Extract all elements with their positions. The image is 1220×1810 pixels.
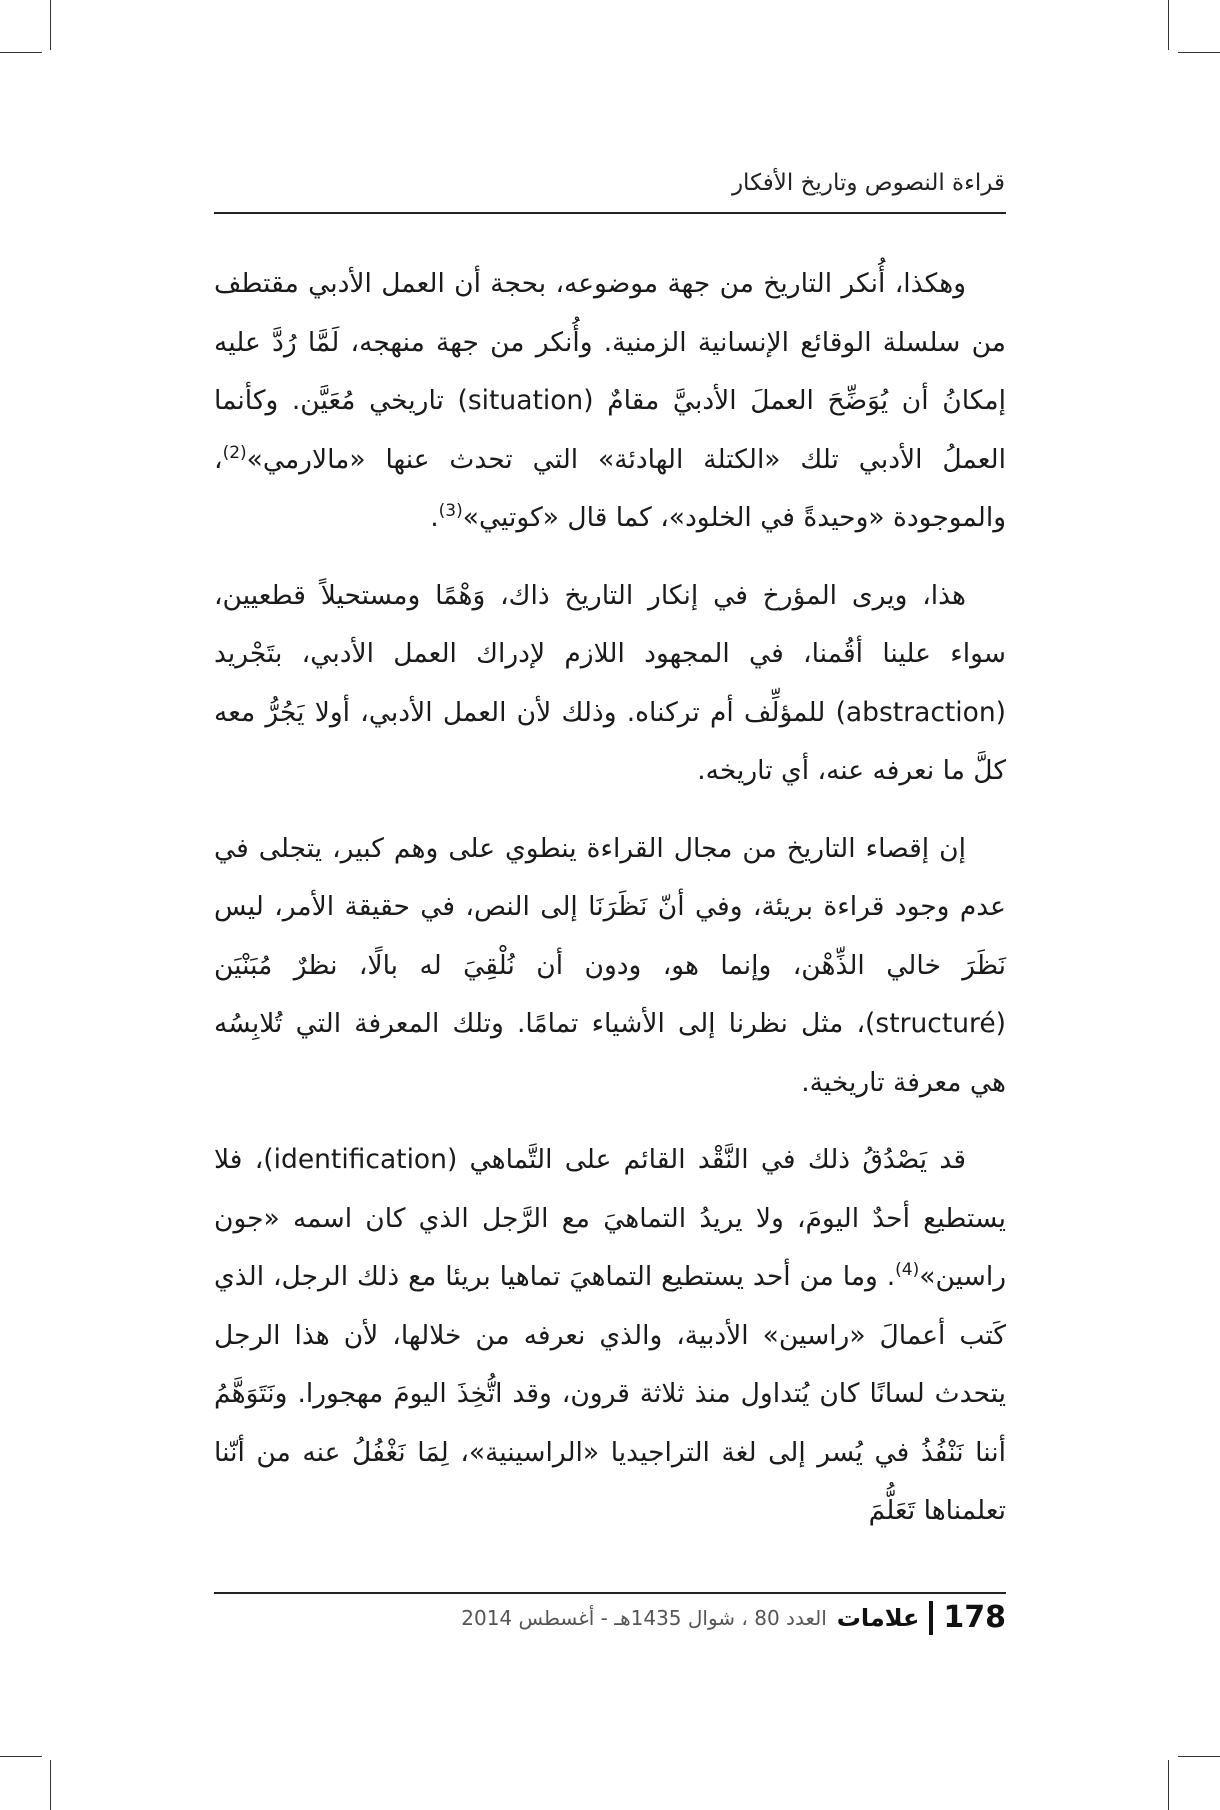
crop-mark-top-left-h	[0, 52, 42, 53]
footnote-ref-3: (3)	[438, 501, 463, 522]
paragraph-1-end: .	[430, 502, 439, 533]
crop-mark-bottom-right	[1168, 1760, 1169, 1810]
paragraph-1-mid: ، والموجودة «وحيدةً في الخلود»، كما قال «كوتيي»	[214, 443, 1006, 533]
crop-mark-bottom-left	[50, 1760, 51, 1810]
page-footer	[461, 1600, 1006, 1635]
paragraph-4-end: . وما من أحد يستطيع التماهيَ تماهيا بريئا مع ذلك الرجل، الذي كَتب أعمالَ «راسين» الأدبية، والذي نعرفه من خلالها، لأن هذا الرجل يتحدث لسانًا كان يُتداول منذ ثلاثة قرون، وقد اتُّخِذَ اليومَ مهجورا. ونَتَوَهَّمُ أننا نَنْفُذُ في يُسر إلى لغة التراجيديا «الراسينية»، لِمَا نَغْفُلُ عنه من أنّنا تعلمناها تَعَلُّمَ	[214, 1261, 1006, 1526]
paragraph-1-text: وهكذا، أُنكر التاريخ من جهة موضوعه، بحجة أن العمل الأدبي مقتطف من سلسلة الوقائع الإنسانية الزمنية. وأُنكر من جهة منهجه، لَمَّا رُدَّ عليه إمكانُ أن يُوَضِّحَ العملَ الأدبيَّ مقامٌ (situation) تاريخي مُعَيَّن. وكأنما العملُ الأدبي تلك «الكتلة الهادئة» التي تحدث عنها «مالارمي»	[214, 268, 1006, 475]
footnote-ref-4: (4)	[895, 1260, 920, 1281]
footer-divider	[214, 1592, 1006, 1594]
paragraph-3: إن إقصاء التاريخ من مجال القراءة ينطوي على وهم كبير، يتجلى في عدم وجود قراءة بريئة، وفي أنّ نَظَرَنَا إلى النص، في حقيقة الأمر، ليس نَظَرَ خالي الذِّهْن، وإنما هو، ودون أن نُلْقِيَ له بالًا، نظرٌ مُبَنْيَن (structuré)، مثل نظرنا إلى الأشياء تمامًا. وتلك المعرفة التي تُلابِسُه هي معرفة تاريخية.	[214, 832, 1006, 1098]
issue-info: العدد 80 ، شوال 1435هـ - أغسطس 2014	[461, 1605, 827, 1630]
paragraph-4-text: قد يَصْدُقُ ذلك في النَّقْد القائم على التَّماهي (identification)، فلا يستطيع أحدٌ اليومَ، ولا يريدُ التماهيَ مع الرَّجل الذي كان اسمه «جون راسين»	[214, 1144, 1006, 1292]
paragraph-4	[214, 1131, 1006, 1541]
header-divider	[214, 212, 1006, 214]
article-body	[214, 255, 1006, 1541]
paragraph-2: هذا، ويرى المؤرخ في إنكار التاريخ ذاك، وَهْمًا ومستحيلاً قطعيين، سواء علينا أقُمنا، في المجهود اللازم لإدراك العمل الأدبي، بتَجْريد (abstraction) للمؤلِّف أم تركناه. وذلك لأن العمل الأدبي، أولا يَجُرُّ معه كلَّ ما نعرفه عنه، أي تاريخه.	[214, 579, 1006, 786]
crop-mark-top-left	[50, 0, 51, 50]
footer-separator-bar	[929, 1601, 933, 1635]
paragraph-1	[214, 255, 1006, 548]
running-header: قراءة النصوص وتاريخ الأفكار	[731, 170, 1005, 196]
footnote-ref-2: (2)	[222, 442, 247, 463]
crop-mark-top-right-h	[1178, 52, 1220, 53]
page-number: 178	[943, 1600, 1006, 1635]
journal-logo: علامات	[836, 1603, 920, 1632]
crop-mark-top-right	[1168, 0, 1169, 50]
crop-mark-bottom-left-h	[0, 1756, 42, 1757]
crop-mark-bottom-right-h	[1178, 1756, 1220, 1757]
